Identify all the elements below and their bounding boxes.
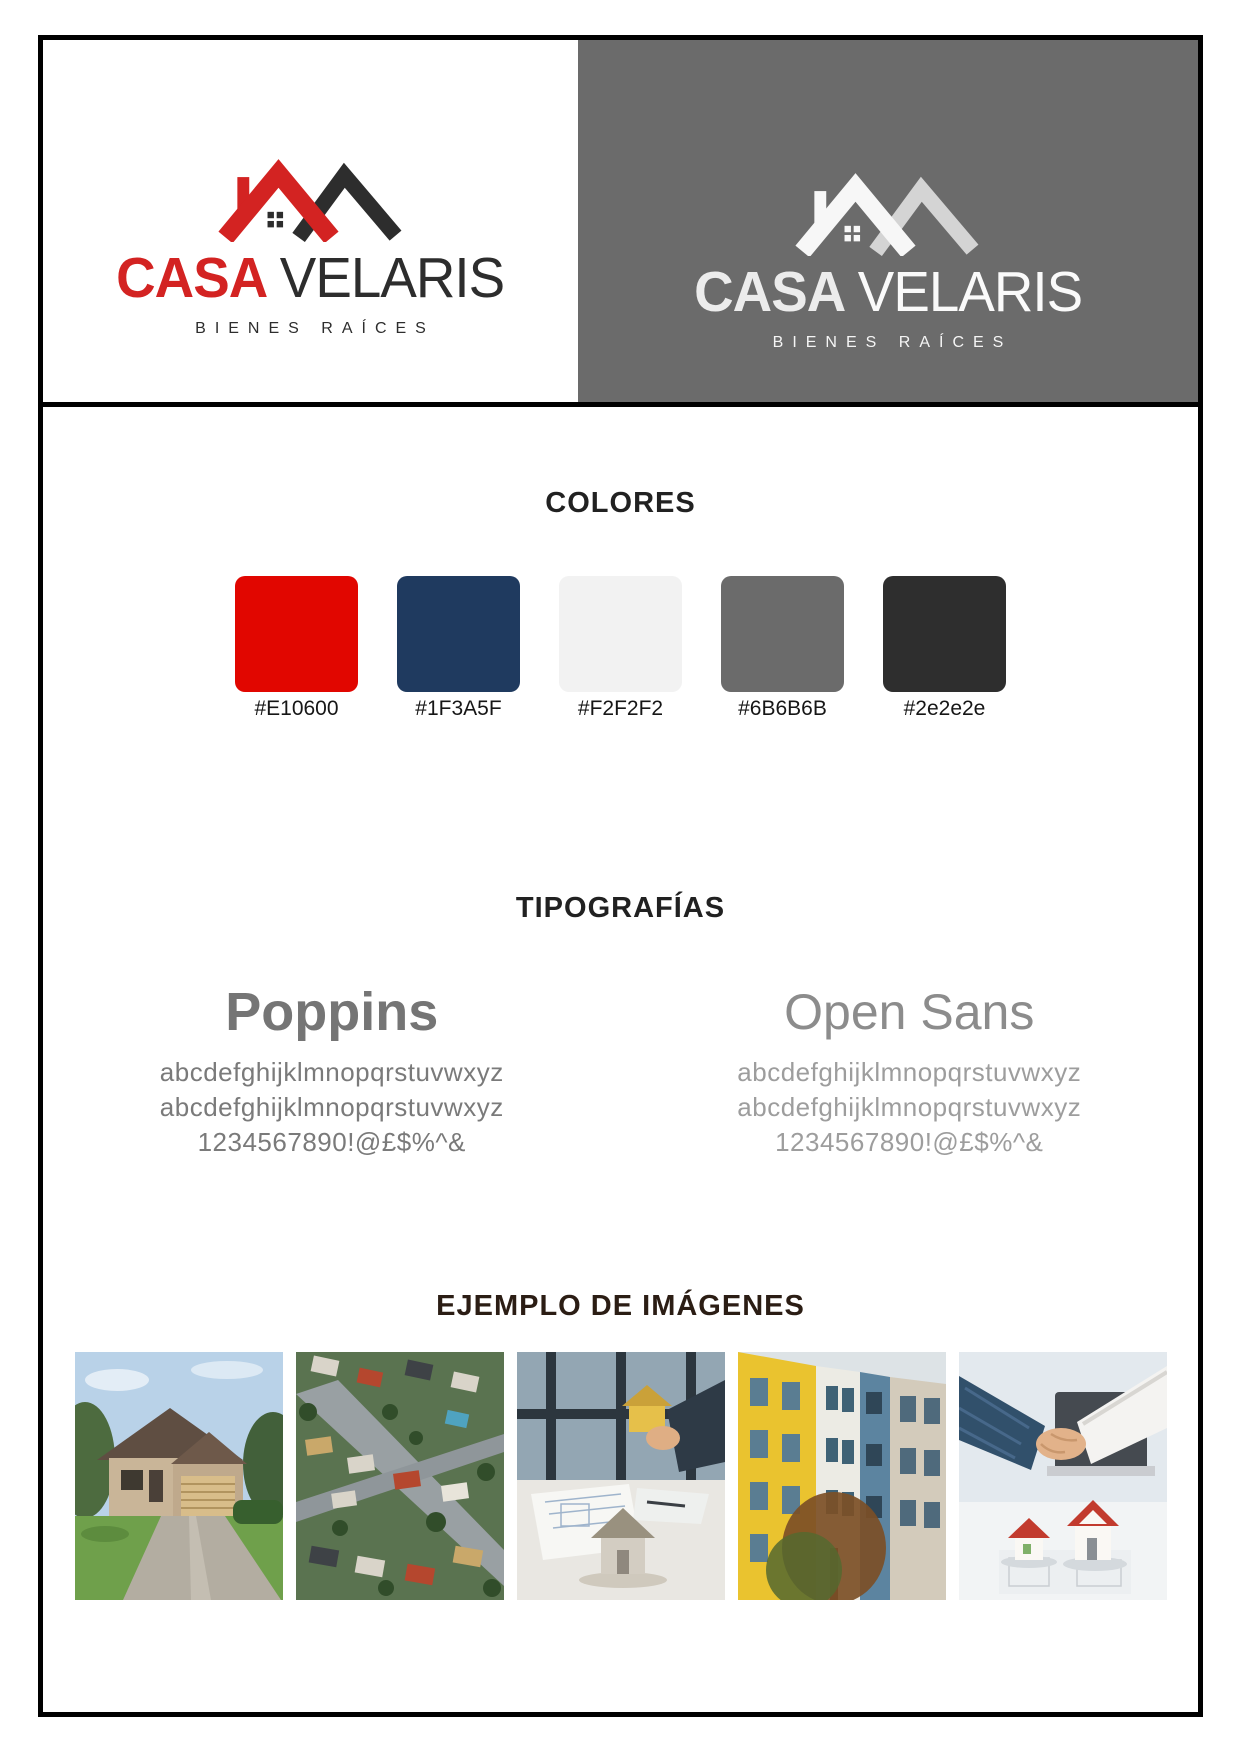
specimen-numbers-line: 1234567890!@£$%^& [775,1127,1044,1157]
swatch-chip [397,576,520,692]
example-photo-apartment-facade [738,1352,946,1600]
brand-board-frame [38,35,1203,1717]
brand-name-casa: CASA [116,246,268,310]
logo-panel-light [43,40,578,402]
brand-wordmark [116,248,504,308]
specimen-alphabet-line: abcdefghijklmnopqrstuvwxyz [159,1092,504,1122]
example-photo-house-exterior [75,1352,283,1600]
specimen-name: Open Sans [784,984,1035,1040]
specimen-numbers-line: 1234567890!@£$%^& [197,1127,466,1157]
example-photo-aerial-neighborhood [296,1352,504,1600]
color-swatch-row [43,576,1198,721]
type-specimen-open-sans [621,983,1199,1160]
swatch-chip [883,576,1006,692]
swatch-chip [559,576,682,692]
roofline-icon [208,146,413,242]
example-photo-handshake [959,1352,1167,1600]
brand-name-velaris: VELARIS [280,246,505,310]
brand-name-casa-white: CASA [693,260,846,324]
brand-tagline-white: BIENES RAÍCES [772,334,1013,351]
specimen-name: Poppins [225,982,439,1042]
logo-showcase-section [43,40,1198,407]
logo-color-version [108,40,512,402]
tipografias-section-title: TIPOGRAFÍAS [515,892,726,924]
type-specimen-row [43,983,1198,1160]
swatch-chip [235,576,358,692]
color-swatch-gray [721,576,844,721]
swatch-label: #1F3A5F [415,697,502,720]
type-specimen-poppins [43,983,621,1160]
example-photo-agent-blueprints [517,1352,725,1600]
specimen-alphabet-line: abcdefghijklmnopqrstuvwxyz [737,1057,1082,1087]
brand-tagline: BIENES RAÍCES [195,320,435,337]
logo-panel-gray [578,40,1198,402]
colores-section-title: COLORES [545,487,696,519]
roofline-icon-white [785,160,990,256]
color-swatch-dark [883,576,1006,721]
swatch-label: #F2F2F2 [577,697,664,720]
specimen-alphabet-line: abcdefghijklmnopqrstuvwxyz [159,1057,504,1087]
brand-name-velaris-white: VELARIS [857,260,1083,324]
example-image-row [43,1352,1198,1600]
ejemplo-section-title: EJEMPLO DE IMÁGENES [436,1290,805,1322]
color-swatch-lightgray [559,576,682,721]
brand-wordmark-white [694,262,1082,322]
swatch-label: #2e2e2e [903,697,986,720]
swatch-label: #6B6B6B [738,697,827,720]
specimen-alphabet-line: abcdefghijklmnopqrstuvwxyz [737,1092,1082,1122]
swatch-chip [721,576,844,692]
color-swatch-navy [397,576,520,721]
color-swatch-red [235,576,358,721]
logo-white-version [686,40,1090,402]
swatch-label: #E10600 [254,697,339,720]
